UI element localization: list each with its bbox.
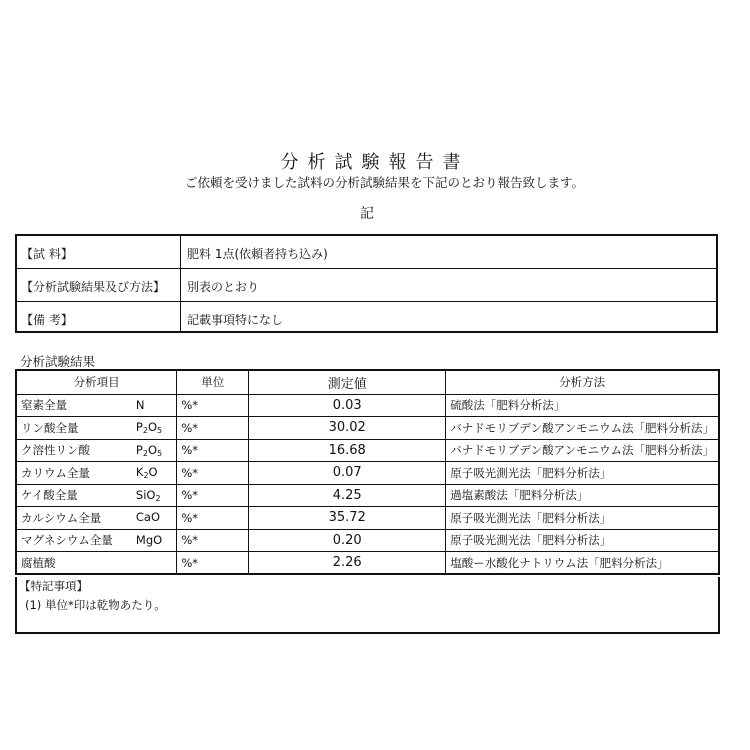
- item-name-text: カルシウム全量: [21, 510, 102, 525]
- item-unit: %*: [177, 552, 249, 575]
- item-method: 塩酸ー水酸化ナトリウム法「肥料分析法」: [446, 552, 719, 575]
- summary-value: 別表のとおり: [187, 280, 260, 294]
- section-title: 分析試験結果: [20, 354, 96, 369]
- item-value: 30.02: [249, 417, 446, 440]
- item-formula: [132, 507, 177, 530]
- summary-row-method: [17, 269, 716, 302]
- item-formula: [132, 484, 177, 507]
- table-row: [16, 417, 719, 440]
- formula-base: K: [135, 465, 144, 480]
- results-table: [15, 369, 720, 575]
- item-value: 35.72: [249, 507, 446, 530]
- item-name: [16, 462, 132, 485]
- formula-sub: 5: [157, 426, 163, 436]
- table-row: [16, 484, 719, 507]
- item-method: 原子吸光測光法「肥料分析法」: [446, 462, 719, 485]
- formula-base: CaO: [135, 510, 161, 525]
- item-method: 原子吸光測光法「肥料分析法」: [446, 507, 719, 530]
- formula-tail: O: [148, 465, 158, 480]
- note-item: (1) 単位*印は乾物あたり。: [25, 598, 166, 612]
- header-value: 測定値: [249, 370, 446, 394]
- item-value: 0.03: [249, 394, 446, 417]
- formula-tail: $O_5$: [147, 420, 163, 436]
- formula-sub: 5: [157, 448, 163, 458]
- item-formula: [132, 552, 177, 575]
- item-name: [16, 394, 132, 417]
- item-method: 過塩素酸法「肥料分析法」: [446, 484, 719, 507]
- item-unit: %*: [177, 439, 249, 462]
- item-name-text: ケイ酸全量: [21, 488, 78, 503]
- item-formula: [132, 462, 177, 485]
- item-value: 16.68: [249, 439, 446, 462]
- table-row: [16, 394, 719, 417]
- item-formula: [132, 394, 177, 417]
- table-row: [16, 462, 719, 485]
- summary-row-remarks: [17, 302, 716, 333]
- item-value: 2.26: [249, 552, 446, 575]
- document-title: 分析試験報告書: [280, 152, 470, 173]
- formula-sub: 2: [142, 426, 148, 436]
- item-name: [16, 417, 132, 440]
- item-formula: [132, 529, 177, 552]
- item-unit: %*: [177, 394, 249, 417]
- formula-sub: 2: [142, 448, 148, 458]
- item-name-text: マグネシウム全量: [21, 533, 113, 548]
- summary-label: 【試 料】: [21, 247, 73, 261]
- notes-heading: 【特記事項】: [19, 579, 88, 593]
- item-unit: %*: [177, 529, 249, 552]
- item-value: 0.20: [249, 529, 446, 552]
- item-name: [16, 439, 132, 462]
- table-row: [16, 439, 719, 462]
- item-name-text: 窒素全量: [21, 398, 67, 413]
- table-header-row: [16, 370, 719, 394]
- item-unit: %*: [177, 507, 249, 530]
- summary-value: 記載事項特になし: [187, 313, 284, 327]
- formula-sub: 2: [143, 471, 149, 481]
- formula-base: SiO: [135, 487, 156, 502]
- intro-text: ご依頼を受けました試料の分析試験結果を下記のとおり報告致します。: [185, 175, 585, 190]
- item-unit: %*: [177, 417, 249, 440]
- special-notes: [15, 577, 720, 634]
- summary-box: [15, 234, 718, 333]
- item-value: 0.07: [249, 462, 446, 485]
- summary-label: 【分析試験結果及び方法】: [21, 280, 166, 294]
- item-formula: [132, 417, 177, 440]
- ki-heading: 記: [360, 206, 374, 222]
- summary-label: 【備 考】: [21, 313, 73, 327]
- item-formula: [132, 439, 177, 462]
- item-name-text: ク溶性リン酸: [21, 443, 90, 458]
- item-method: バナドモリブデン酸アンモニウム法「肥料分析法」: [446, 417, 719, 440]
- formula-base: P: [135, 420, 143, 435]
- item-name-text: 腐植酸: [21, 555, 56, 570]
- item-method: 原子吸光測光法「肥料分析法」: [446, 529, 719, 552]
- header-unit: 単位: [177, 370, 249, 394]
- item-name: [16, 529, 132, 552]
- formula-base: P: [135, 442, 143, 457]
- header-item: 分析項目: [16, 370, 177, 394]
- item-name-text: カリウム全量: [21, 465, 90, 480]
- item-name: [16, 552, 132, 575]
- item-unit: %*: [177, 484, 249, 507]
- item-name-text: リン酸全量: [21, 420, 79, 435]
- table-row: [16, 529, 719, 552]
- header-method: 分析方法: [446, 370, 719, 394]
- item-unit: %*: [177, 462, 249, 485]
- formula-base: MgO: [135, 532, 163, 547]
- item-method: バナドモリブデン酸アンモニウム法「肥料分析法」: [446, 439, 719, 462]
- summary-value: 肥料 1点(依頼者持ち込み): [187, 247, 328, 261]
- item-value: 4.25: [249, 484, 446, 507]
- item-method: 硫酸法「肥料分析法」: [446, 394, 719, 417]
- item-name: [16, 507, 132, 530]
- formula-tail: $O_5$: [147, 442, 163, 458]
- table-row: [16, 507, 719, 530]
- table-row: [16, 552, 719, 575]
- formula-sub: 2: [155, 493, 161, 503]
- summary-row-sample: [17, 236, 716, 269]
- formula-base: N: [135, 397, 145, 412]
- item-name: [16, 484, 132, 507]
